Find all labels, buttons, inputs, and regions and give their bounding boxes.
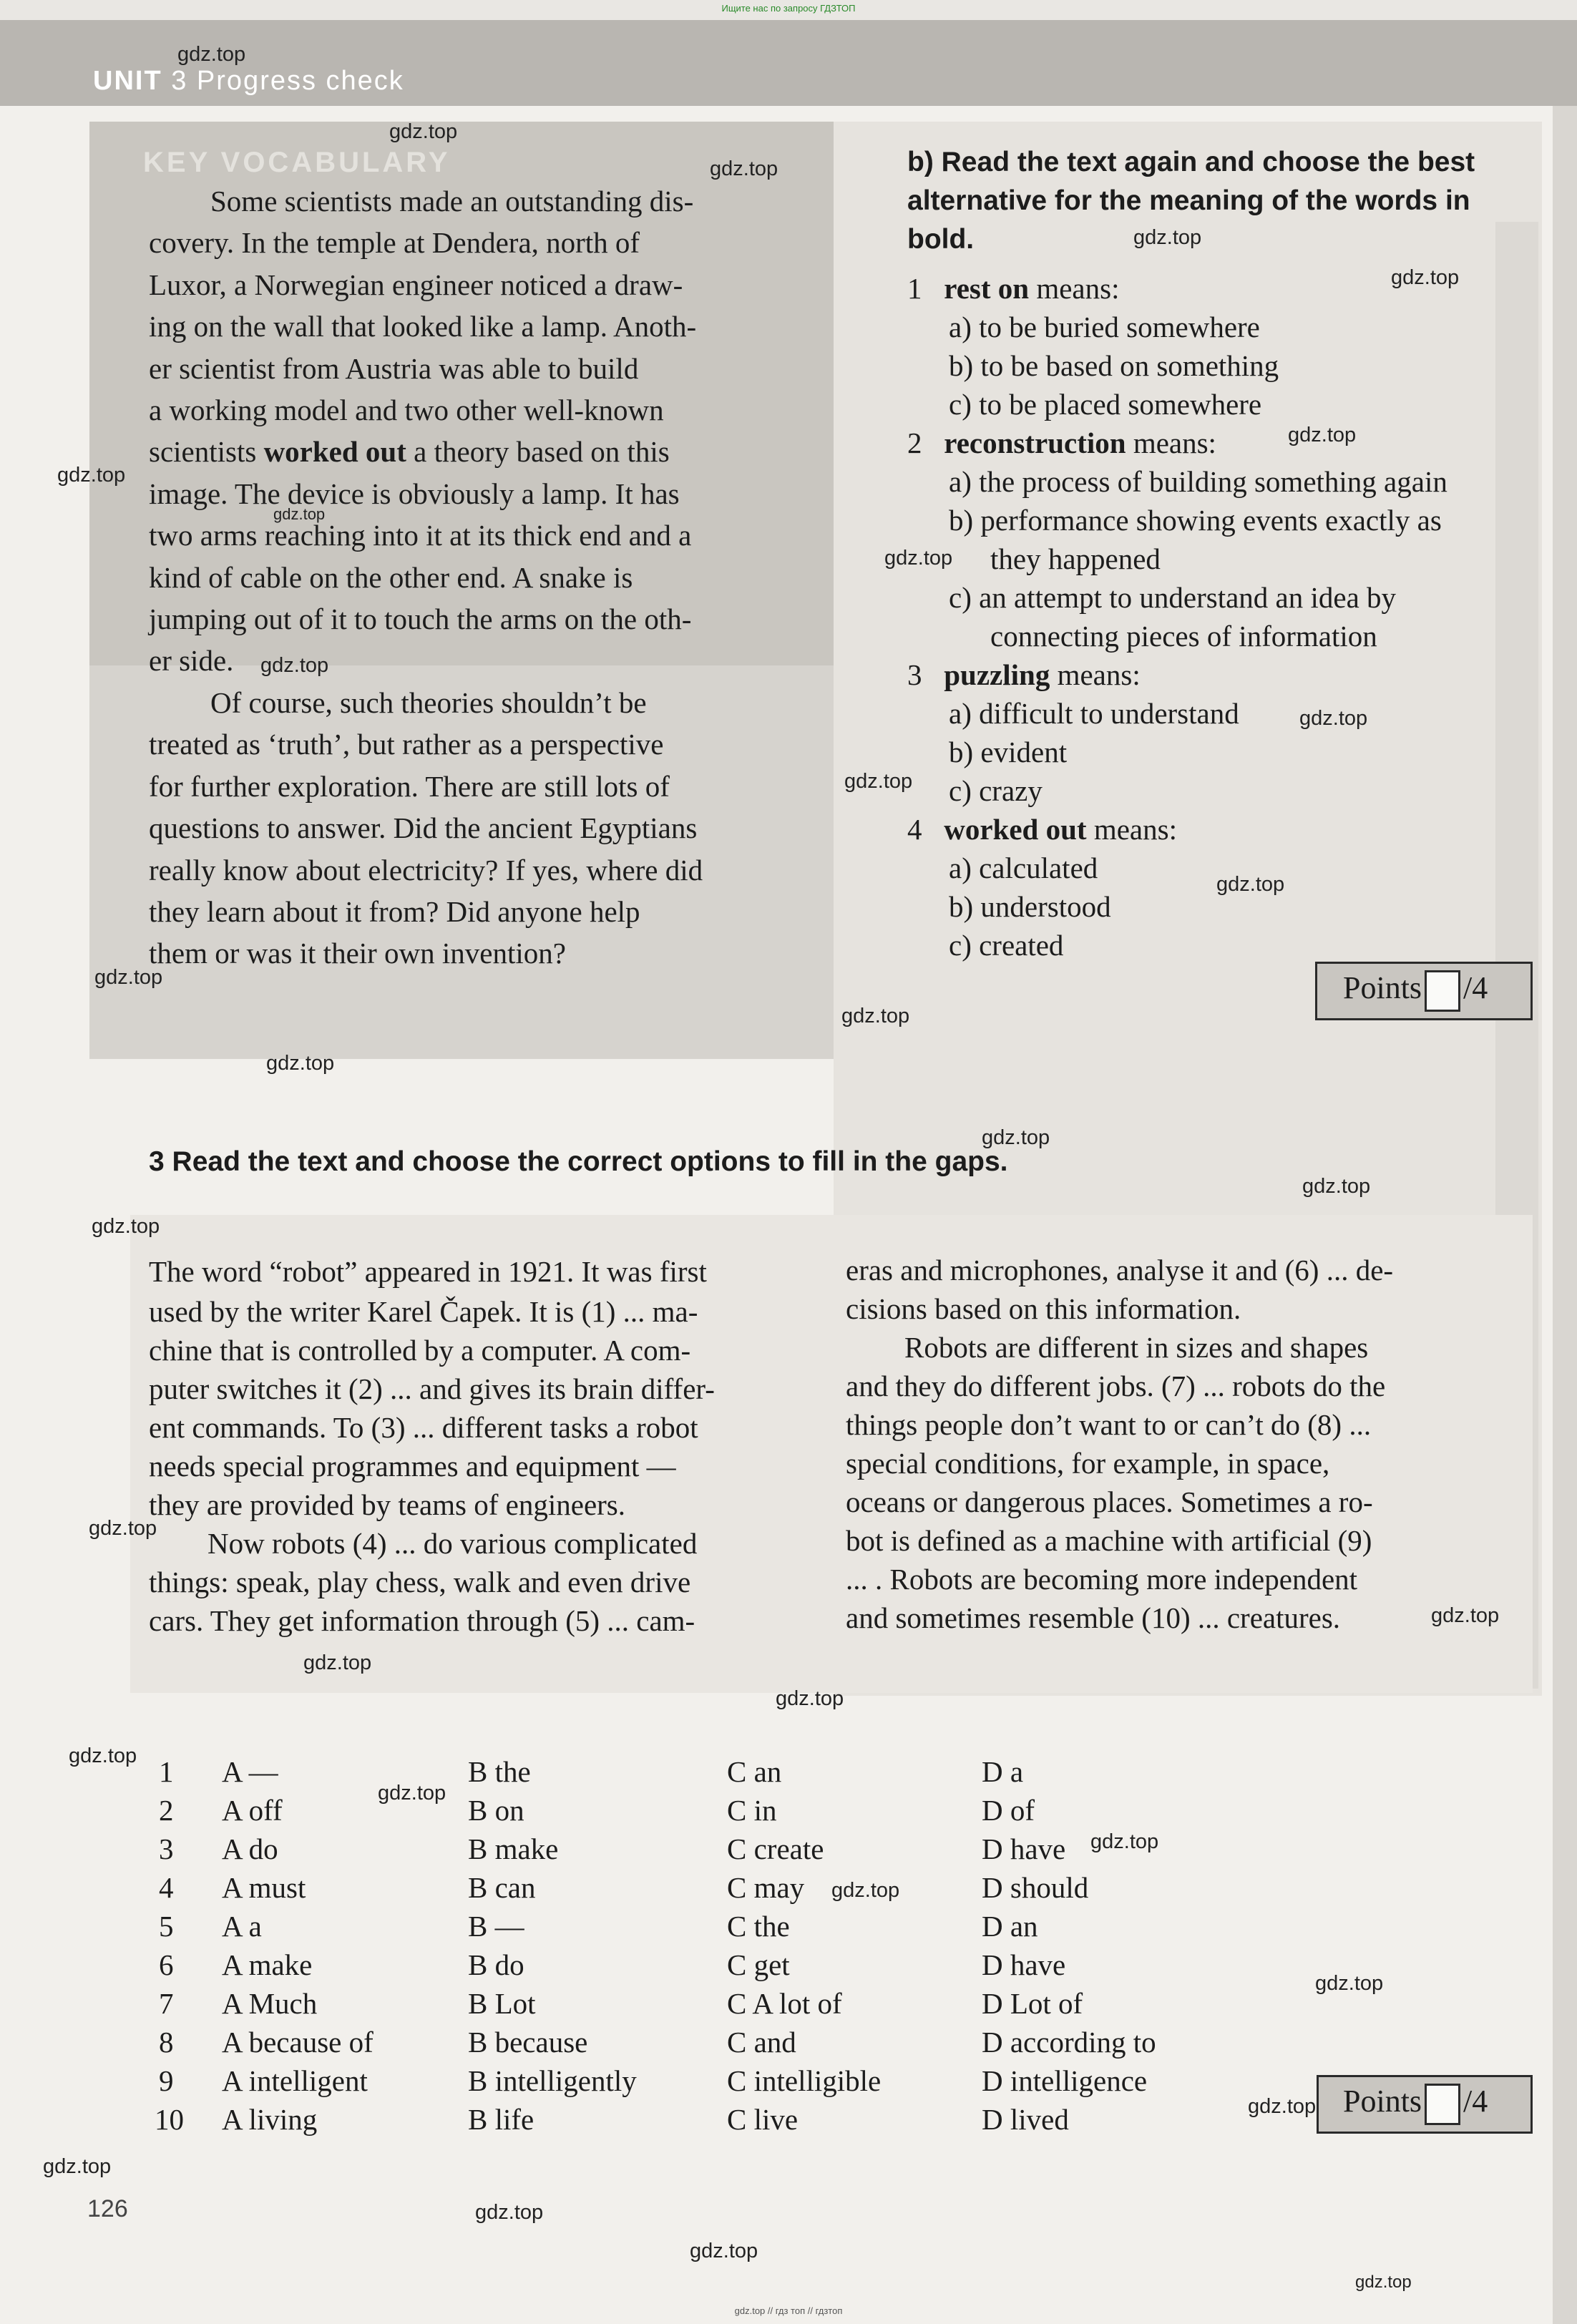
- watermark: gdz.top: [690, 2240, 758, 2262]
- choice-b[interactable]: B make: [468, 1832, 559, 1865]
- gap-text-line: cisions based on this information.: [846, 1292, 1241, 1325]
- choice-b[interactable]: B can: [468, 1871, 536, 1904]
- reading-line: they learn about it from? Did anyone help: [149, 894, 640, 928]
- choice-b[interactable]: B Lot: [468, 1987, 536, 2020]
- choice-d[interactable]: D intelligence: [982, 2064, 1148, 2097]
- choice-c[interactable]: C in: [727, 1794, 777, 1827]
- key-vocabulary-ghost: KEY VOCABULARY: [143, 147, 451, 178]
- option-3a[interactable]: a) difficult to understand: [949, 697, 1239, 730]
- reading-line: ing on the wall that looked like a lamp. Anoth-: [149, 310, 697, 343]
- option-4a[interactable]: a) calculated: [949, 851, 1098, 884]
- watermark: gdz.top: [94, 966, 163, 989]
- page-edge: [1553, 106, 1577, 2324]
- watermark: gdz.top: [1216, 873, 1285, 896]
- choice-a[interactable]: A make: [222, 1948, 313, 1981]
- question-4: 4 worked out means:: [907, 813, 1177, 846]
- reading-line: them or was it their own invention?: [149, 937, 566, 970]
- reading-line: scientists worked out a theory based on this: [149, 435, 670, 469]
- reading-paragraph-2: Of course, such theories shouldn’t be: [210, 685, 647, 719]
- watermark: gdz.top: [389, 120, 458, 143]
- choice-d[interactable]: D of: [982, 1794, 1035, 1827]
- watermark: gdz.top: [1248, 2095, 1317, 2118]
- reading-line: Luxor, a Norwegian engineer noticed a draw-: [149, 268, 683, 301]
- reading-line: questions to answer. Did the ancient Egyptians: [149, 811, 698, 845]
- reading-line: jumping out of it to touch the arms on the oth-: [149, 602, 692, 636]
- watermark: gdz.top: [1133, 226, 1202, 249]
- points-box-b: Points /4: [1315, 962, 1533, 1020]
- gap-text-line: The word “robot” appeared in 1921. It was first: [149, 1255, 707, 1288]
- reading-line: two arms reaching into it at its thick end and a: [149, 519, 692, 552]
- reading-line: kind of cable on the other end. A snake is: [149, 560, 633, 594]
- option-2c[interactable]: c) an attempt to understand an idea by: [949, 581, 1397, 614]
- watermark: gdz.top: [710, 157, 778, 180]
- points-input-b[interactable]: [1425, 970, 1460, 1012]
- gap-text-line: puter switches it (2) ... and gives its brain differ-: [149, 1372, 715, 1406]
- question-3: 3 puzzling means:: [907, 658, 1141, 691]
- option-4c[interactable]: c) created: [949, 929, 1064, 962]
- choice-d[interactable]: D have: [982, 1948, 1066, 1981]
- choice-b[interactable]: B intelligently: [468, 2064, 637, 2097]
- option-3b[interactable]: b) evident: [949, 736, 1068, 768]
- gap-text-line: and they do different jobs. (7) ... robots do the: [846, 1370, 1386, 1402]
- watermark: gdz.top: [884, 547, 953, 570]
- watermark: gdz.top: [1302, 1175, 1371, 1198]
- choice-b[interactable]: B life: [468, 2103, 534, 2136]
- reading-line: a working model and two other well-known: [149, 394, 664, 427]
- choice-a[interactable]: A intelligent: [222, 2064, 368, 2097]
- choice-b[interactable]: B —: [468, 1910, 524, 1943]
- exercise-3-column-2: [846, 1251, 1471, 1637]
- watermark: gdz.top: [1299, 707, 1368, 730]
- reading-paragraph-1: Some scientists made an outstanding dis-: [210, 185, 694, 218]
- option-2b-cont: they happened: [990, 542, 1161, 575]
- choice-d[interactable]: D Lot of: [982, 1987, 1083, 2020]
- option-3c[interactable]: c) crazy: [949, 774, 1043, 807]
- watermark: gdz.top: [1391, 266, 1460, 289]
- points-input-3[interactable]: [1425, 2084, 1460, 2125]
- watermark: gdz.top: [831, 1879, 900, 1902]
- question-2: 2 reconstruction means:: [907, 426, 1216, 459]
- reading-line: er side.: [149, 644, 234, 678]
- page-number: 126: [87, 2195, 128, 2222]
- bold-phrase: worked out: [263, 435, 406, 469]
- watermark: gdz.top: [378, 1782, 446, 1805]
- exercise-3-heading: 3 Read the text and choose the correct options to fill in the gaps.: [149, 1146, 1008, 1177]
- reading-line: treated as ‘truth’, but rather as a perspective: [149, 728, 664, 761]
- choice-d[interactable]: D should: [982, 1871, 1089, 1904]
- gap-text-line: used by the writer Karel Čapek. It is (1) ... ma-: [149, 1295, 698, 1329]
- watermark: gdz.top: [69, 1744, 137, 1767]
- choice-c[interactable]: C the: [727, 1910, 790, 1943]
- choice-c[interactable]: C get: [727, 1948, 790, 1981]
- gap-text-line: ... . Robots are becoming more independent: [846, 1563, 1358, 1596]
- option-2c-cont: connecting pieces of information: [990, 620, 1377, 653]
- gap-text-line: ent commands. To (3) ... different tasks a robot: [149, 1411, 698, 1445]
- watermark: gdz.top: [841, 1005, 910, 1027]
- choice-a[interactable]: A because of: [222, 2026, 374, 2059]
- top-search-hint[interactable]: Ищите нас по запросу ГДЗТОП: [721, 3, 856, 14]
- watermark: gdz.top: [1315, 1972, 1384, 1995]
- option-1c[interactable]: c) to be placed somewhere: [949, 388, 1262, 421]
- choice-d[interactable]: D an: [982, 1910, 1038, 1943]
- choice-c[interactable]: C may: [727, 1871, 805, 1904]
- reading-line: really know about electricity? If yes, where did: [149, 853, 703, 887]
- gap-text-line: things: speak, play chess, walk and even drive: [149, 1566, 691, 1599]
- gap-text-line: bot is defined as a machine with artificial (9): [846, 1524, 1372, 1557]
- watermark: gdz.top: [92, 1215, 160, 1238]
- watermark: gdz.top: [844, 770, 913, 793]
- choice-b[interactable]: B do: [468, 1948, 524, 1981]
- reading-text: [149, 180, 773, 975]
- points-box-3: Points /4: [1317, 2075, 1533, 2134]
- choice-a[interactable]: A living: [222, 2103, 318, 2136]
- choice-d[interactable]: D lived: [982, 2103, 1069, 2136]
- watermark: gdz.top: [1431, 1604, 1500, 1627]
- watermark: gdz.top: [1288, 424, 1357, 446]
- question-1: 1 rest on means:: [907, 272, 1120, 305]
- choice-b[interactable]: B the: [468, 1755, 531, 1788]
- gap-text-line: Now robots (4) ... do various complicated: [208, 1527, 698, 1561]
- unit-title: UNIT 3 Progress check: [93, 66, 404, 96]
- choice-c[interactable]: C live: [727, 2103, 799, 2136]
- option-1b[interactable]: b) to be based on something: [949, 349, 1279, 382]
- watermark: gdz.top: [273, 505, 326, 523]
- choice-d[interactable]: D according to: [982, 2026, 1156, 2059]
- choice-a[interactable]: A must: [222, 1871, 306, 1904]
- gap-text-line: cars. They get information through (5) ... cam-: [149, 1604, 695, 1638]
- reading-line: image. The device is obviously a lamp. It has: [149, 477, 680, 510]
- watermark: gdz.top: [43, 2155, 112, 2178]
- choice-c[interactable]: C intelligible: [727, 2064, 882, 2097]
- choice-b[interactable]: B on: [468, 1794, 524, 1827]
- watermark: gdz.top: [475, 2201, 544, 2224]
- gap-text-line: needs special programmes and equipment —: [149, 1450, 676, 1483]
- watermark: gdz.top: [89, 1517, 157, 1540]
- bottom-link[interactable]: gdz.top // гдз топ // гдзтоп: [734, 2305, 843, 2316]
- watermark: gdz.top: [177, 43, 246, 66]
- gap-text-line: oceans or dangerous places. Sometimes a ro-: [846, 1485, 1373, 1518]
- choice-a[interactable]: A off: [222, 1794, 283, 1827]
- reading-line: er scientist from Austria was able to build: [149, 351, 639, 385]
- gap-text-line: they are provided by teams of engineers.: [149, 1488, 626, 1522]
- option-1a[interactable]: a) to be buried somewhere: [949, 311, 1260, 343]
- option-2b[interactable]: b) performance showing events exactly as: [949, 504, 1442, 537]
- option-2a[interactable]: a) the process of building something again: [949, 465, 1447, 498]
- exercise-b-heading: b) Read the text again and choose the best alternative for the meaning of the words in bold.: [907, 147, 1475, 255]
- choice-a[interactable]: A —: [222, 1755, 278, 1788]
- watermark: gdz.top: [57, 464, 126, 487]
- choice-a[interactable]: A Much: [222, 1987, 318, 2020]
- watermark: gdz.top: [776, 1687, 844, 1710]
- choice-c[interactable]: C an: [727, 1755, 782, 1788]
- watermark: gdz.top: [303, 1651, 372, 1674]
- choice-b[interactable]: B because: [468, 2026, 588, 2059]
- choice-c[interactable]: C and: [727, 2026, 796, 2059]
- reading-line: for further exploration. There are still lots of: [149, 769, 670, 803]
- gap-text-line: things people don’t want to or can’t do (8) ...: [846, 1408, 1372, 1441]
- choice-c[interactable]: C create: [727, 1832, 824, 1865]
- choice-c[interactable]: C A lot of: [727, 1987, 842, 2020]
- watermark: gdz.top: [1355, 2272, 1412, 2292]
- gap-text-line: chine that is controlled by a computer. A com-: [149, 1334, 691, 1367]
- gap-text-line: eras and microphones, analyse it and (6) ... de-: [846, 1254, 1394, 1286]
- watermark: gdz.top: [982, 1126, 1050, 1149]
- watermark: gdz.top: [260, 654, 329, 677]
- choice-a[interactable]: A do: [222, 1832, 278, 1865]
- exercise-3-column-1: [149, 1251, 771, 1640]
- choice-d[interactable]: D have: [982, 1832, 1066, 1865]
- reading-line: covery. In the temple at Dendera, north of: [149, 226, 640, 260]
- gap-text-line: Robots are different in sizes and shapes: [904, 1331, 1369, 1364]
- choice-a[interactable]: A a: [222, 1910, 262, 1943]
- watermark: gdz.top: [266, 1052, 335, 1075]
- gap-text-line: and sometimes resemble (10) ... creatures.: [846, 1601, 1341, 1634]
- gap-text-line: special conditions, for example, in space,: [846, 1447, 1330, 1480]
- watermark: gdz.top: [1090, 1830, 1159, 1853]
- option-4b[interactable]: b) understood: [949, 890, 1111, 923]
- choice-d[interactable]: D a: [982, 1755, 1024, 1788]
